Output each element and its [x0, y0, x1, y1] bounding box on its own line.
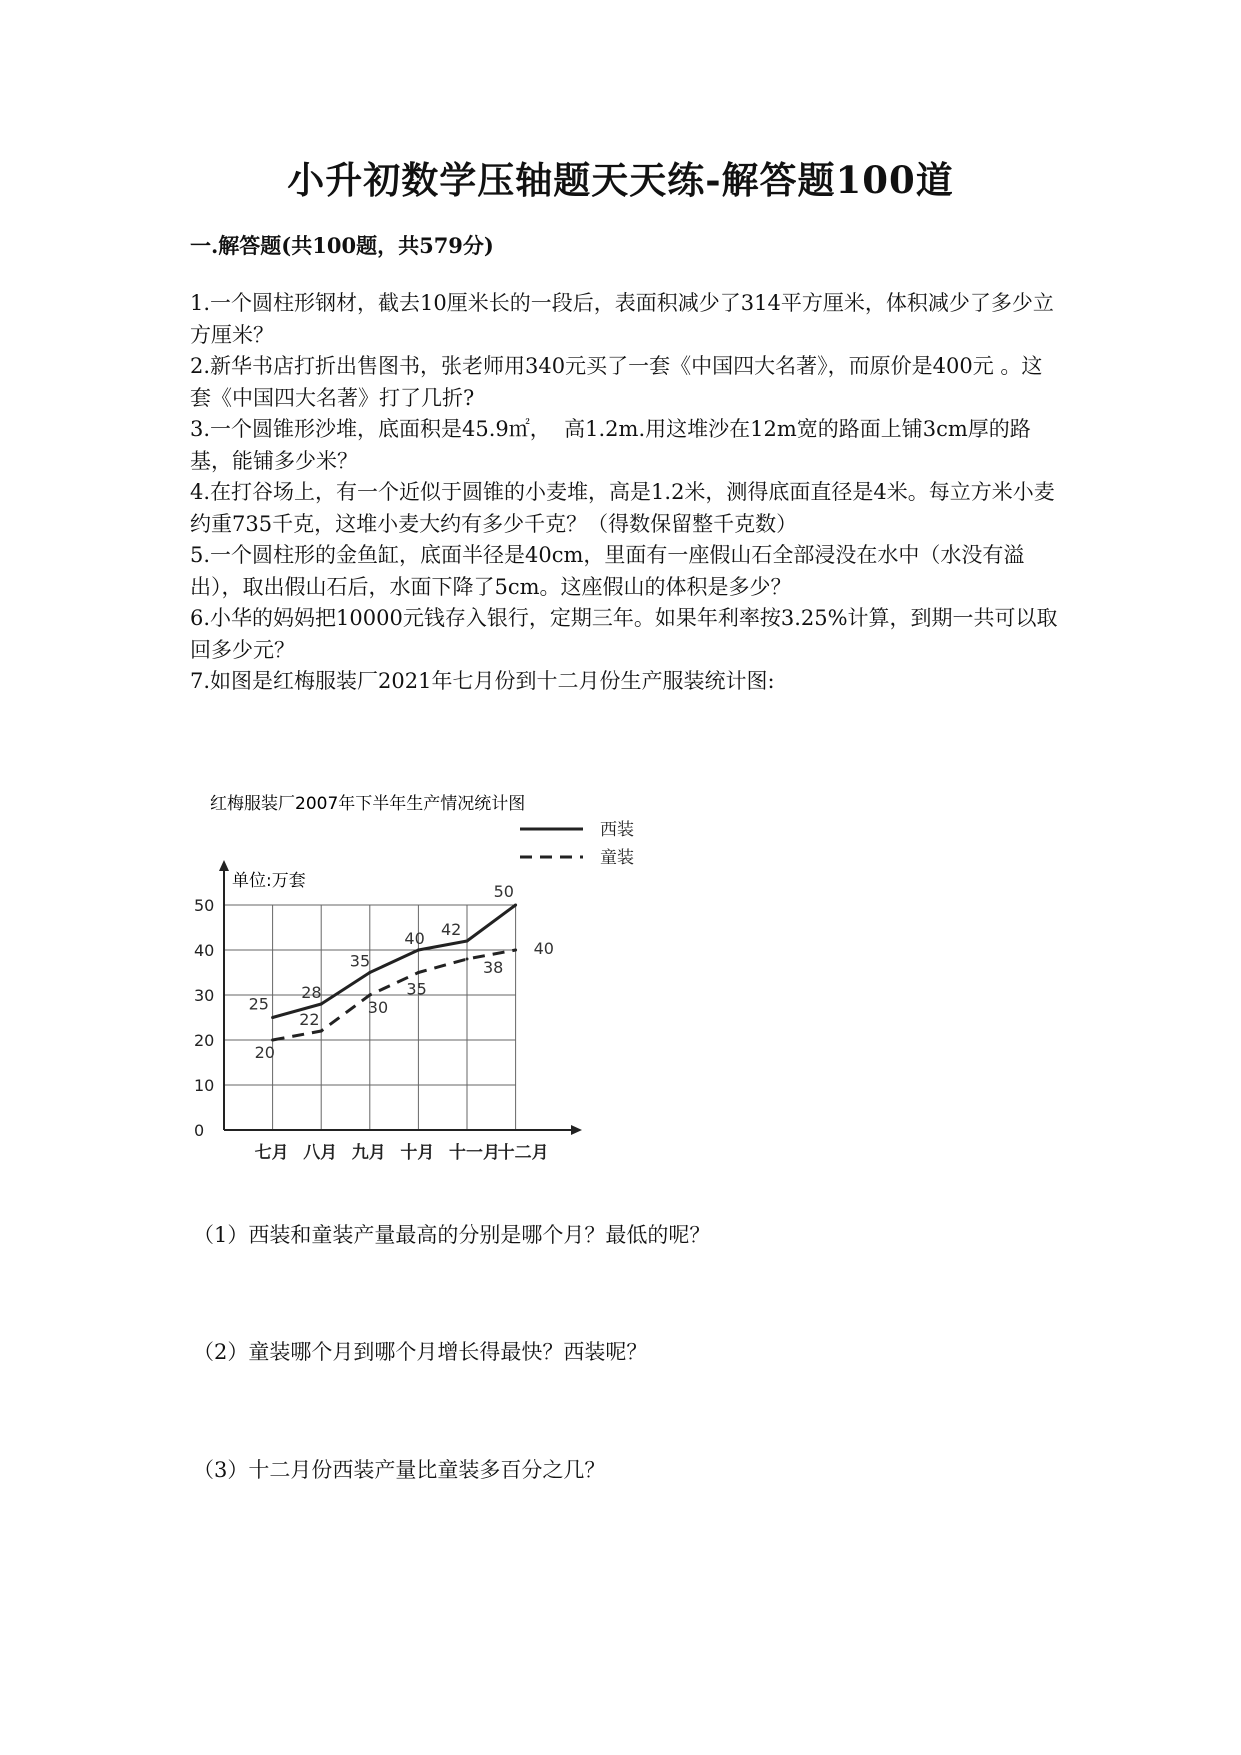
sub-question-2: （2）童装哪个月到哪个月增长得最快？西装呢？: [193, 1340, 648, 1364]
data-point: [271, 1039, 274, 1042]
chart-legend: [520, 820, 634, 868]
chart-tick-labels: [194, 896, 549, 1163]
data-point: [417, 971, 420, 974]
data-point: [271, 1016, 274, 1019]
legend-label: 童装: [600, 848, 634, 868]
data-point: [368, 971, 371, 974]
chart-axes: [219, 860, 582, 1135]
question-6: 6.小华的妈妈把10000元钱存入银行，定期三年。如果年利率按3.25%计算，到期一共可以取回多少元？: [190, 606, 1058, 662]
question-4: 4.在打谷场上，有一个近似于圆锥的小麦堆，高是1.2米，测得底面直径是4米。每立方米小麦约重735千克，这堆小麦大约有多少千克？（得数保留整千克数）: [190, 480, 1055, 536]
x-tick-label: 十一月: [449, 1143, 500, 1163]
data-point: [466, 958, 469, 961]
x-tick-label: 八月: [303, 1143, 338, 1163]
data-label: 20: [254, 1043, 275, 1062]
chart-series: [249, 882, 554, 1062]
data-label: 50: [493, 882, 514, 901]
y-tick-label: 20: [194, 1031, 215, 1050]
data-label: 35: [406, 979, 427, 999]
question-7: 7.如图是红梅服装厂2021年七月份到十二月份生产服装统计图:: [190, 669, 775, 693]
data-label: 42: [441, 920, 462, 939]
x-tick-label: 七月: [254, 1143, 289, 1163]
data-point: [417, 949, 420, 952]
y-tick-label: 50: [194, 896, 215, 915]
data-label: 25: [248, 994, 269, 1014]
data-point: [466, 940, 469, 943]
data-label: 30: [367, 998, 389, 1017]
data-label: 38: [483, 958, 504, 977]
data-point: [320, 1003, 323, 1006]
data-label: 28: [301, 983, 322, 1002]
x-tick-label: 十月: [400, 1143, 435, 1163]
x-axis-arrow: [571, 1125, 582, 1135]
y-axis-arrow: [219, 860, 229, 871]
data-point: [320, 1030, 323, 1033]
chart-svg: [190, 785, 660, 1175]
y-tick-label: 30: [194, 986, 215, 1005]
y-tick-label: 0: [194, 1121, 205, 1140]
x-tick-label: 十二月: [497, 1143, 549, 1163]
data-label: 40: [533, 939, 554, 958]
question-2: 2.新华书店打折出售图书，张老师用340元买了一套《中国四大名著》，而原价是400元 。这套《中国四大名著》打了几折?: [190, 354, 1043, 410]
question-list: [190, 288, 1060, 698]
chart-unit-label: 单位:万套: [232, 871, 306, 891]
data-label: 40: [404, 929, 425, 948]
y-tick-label: 10: [194, 1076, 215, 1095]
legend-label: 西装: [600, 820, 634, 840]
sub-question-1: （1）西装和童装产量最高的分别是哪个月？最低的呢？: [193, 1223, 711, 1247]
page-title: 小升初数学压轴题天天练-解答题100道: [287, 158, 954, 202]
question-5: 5.一个圆柱形的金鱼缸，底面半径是40cm，里面有一座假山石全部浸没在水中（水没有溢出），取出假山石后，水面下降了5cm。这座假山的体积是多少？: [190, 543, 1025, 599]
data-point: [514, 904, 517, 907]
data-label: 35: [349, 951, 371, 971]
data-point: [514, 949, 517, 952]
production-line-chart: [190, 785, 660, 1179]
sub-question-3: （3）十二月份西装产量比童装多百分之几？: [193, 1458, 606, 1482]
data-point: [368, 994, 371, 997]
question-3: 3.一个圆锥形沙堆，底面积是45.9㎡， 高1.2m.用这堆沙在12m宽的路面上铺3cm厚的路基，能铺多少米？: [190, 417, 1031, 473]
question-1: 1.一个圆柱形钢材，截去10厘米长的一段后，表面积减少了314平方厘米，体积减少了多少立方厘米？: [190, 291, 1054, 347]
x-tick-label: 九月: [351, 1143, 386, 1163]
chart-title: 红梅服装厂2007年下半年生产情况统计图: [210, 794, 526, 814]
data-label: 22: [299, 1010, 320, 1029]
section-heading: 一.解答题(共100题，共579分): [190, 233, 494, 258]
y-tick-label: 40: [194, 941, 215, 960]
